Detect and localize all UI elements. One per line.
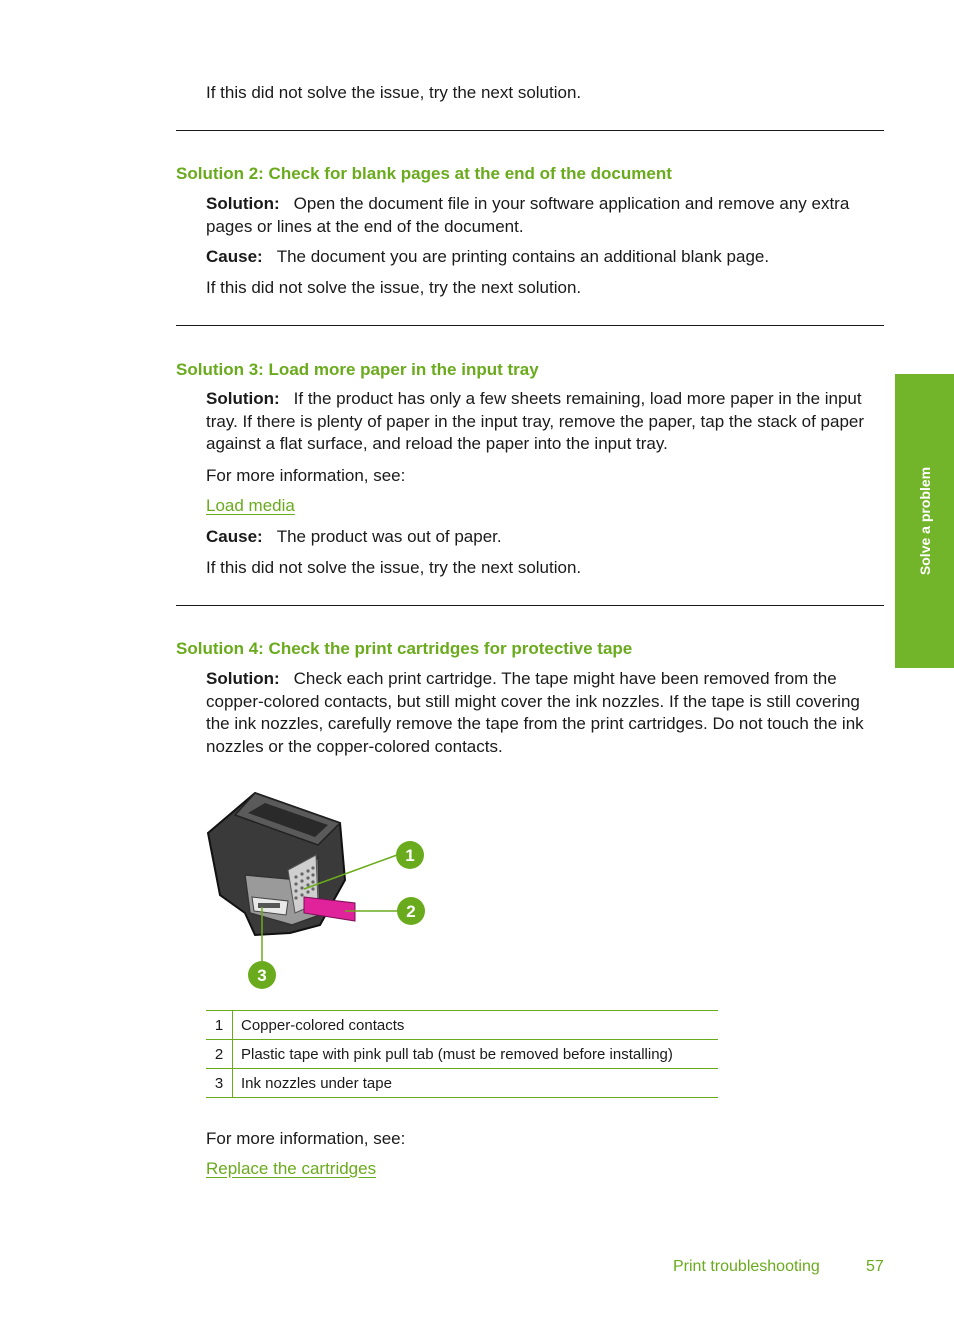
divider xyxy=(176,130,884,131)
table-row xyxy=(206,1011,718,1040)
callout-legend-table xyxy=(206,1010,718,1098)
solution3-next: If this did not solve the issue, try the next solution. xyxy=(206,558,582,577)
solution-label: Solution: xyxy=(206,194,280,213)
side-tab xyxy=(895,374,954,668)
solution3-cause-text: The product was out of paper. xyxy=(276,527,502,546)
legend-text: Ink nozzles under tape xyxy=(233,1069,719,1098)
solution-label: Solution: xyxy=(206,669,280,688)
solution3-cause xyxy=(206,526,886,549)
solution4-solution xyxy=(206,668,886,758)
solution4-more-info: For more information, see: xyxy=(206,1129,406,1148)
cause-label: Cause: xyxy=(206,527,263,546)
print-cartridge-illustration xyxy=(200,785,440,995)
solution3-link-line xyxy=(206,495,886,518)
legend-number: 2 xyxy=(206,1040,233,1069)
legend-number: 1 xyxy=(206,1011,233,1040)
solution2-heading: Solution 2: Check for blank pages at the end of the document xyxy=(176,164,672,183)
solution2-solution xyxy=(206,193,886,238)
solution2-next: If this did not solve the issue, try the next solution. xyxy=(206,278,582,297)
intro-text: If this did not solve the issue, try the next solution. xyxy=(206,83,582,102)
legend-number: 3 xyxy=(206,1069,233,1098)
callout-1 xyxy=(396,841,424,869)
solution2-solution-text: Open the document file in your software application and remove any extra pages or lines at the end of the document. xyxy=(206,194,850,236)
table-row xyxy=(206,1040,718,1069)
solution2-cause-text: The document you are printing contains an additional blank page. xyxy=(276,247,770,266)
solution4-solution-text: Check each print cartridge. The tape might have been removed from the copper-colored contacts, but still might cover the ink nozzles. If the tape is still covering the ink nozzles, carefully remove the tape from the print cartridges. Do not touch the ink nozzles or the copper-colored contacts. xyxy=(206,669,864,756)
solution4-link-line xyxy=(206,1158,886,1181)
divider xyxy=(176,605,884,606)
side-tab-label: Solve a problem xyxy=(916,466,933,576)
table-row xyxy=(206,1069,718,1098)
replace-cartridges-link[interactable]: Replace the cartridges xyxy=(206,1159,377,1178)
callout-2 xyxy=(397,897,425,925)
legend-text: Plastic tape with pink pull tab (must be removed before installing) xyxy=(233,1040,719,1069)
cause-label: Cause: xyxy=(206,247,263,266)
divider xyxy=(176,325,884,326)
solution4-heading: Solution 4: Check the print cartridges for protective tape xyxy=(176,639,633,658)
callout-2-label: 2 xyxy=(406,902,416,921)
callout-1-label: 1 xyxy=(405,846,415,865)
load-media-link[interactable]: Load media xyxy=(206,496,295,515)
legend-text: Copper-colored contacts xyxy=(233,1011,719,1040)
solution3-heading: Solution 3: Load more paper in the input tray xyxy=(176,360,539,379)
footer-section: Print troubleshooting xyxy=(673,1258,820,1275)
solution3-solution xyxy=(206,388,886,456)
callout-3 xyxy=(248,961,276,989)
solution2-cause xyxy=(206,246,886,269)
solution3-more-info: For more information, see: xyxy=(206,466,406,485)
callout-3-label: 3 xyxy=(257,966,267,985)
page-number: 57 xyxy=(866,1258,884,1275)
solution-label: Solution: xyxy=(206,389,280,408)
solution3-solution-text: If the product has only a few sheets remaining, load more paper in the input tray. If there is plenty of paper in the input tray, remove the paper, tap the stack of paper against a flat surface, and reload the paper into the input tray. xyxy=(206,389,865,453)
